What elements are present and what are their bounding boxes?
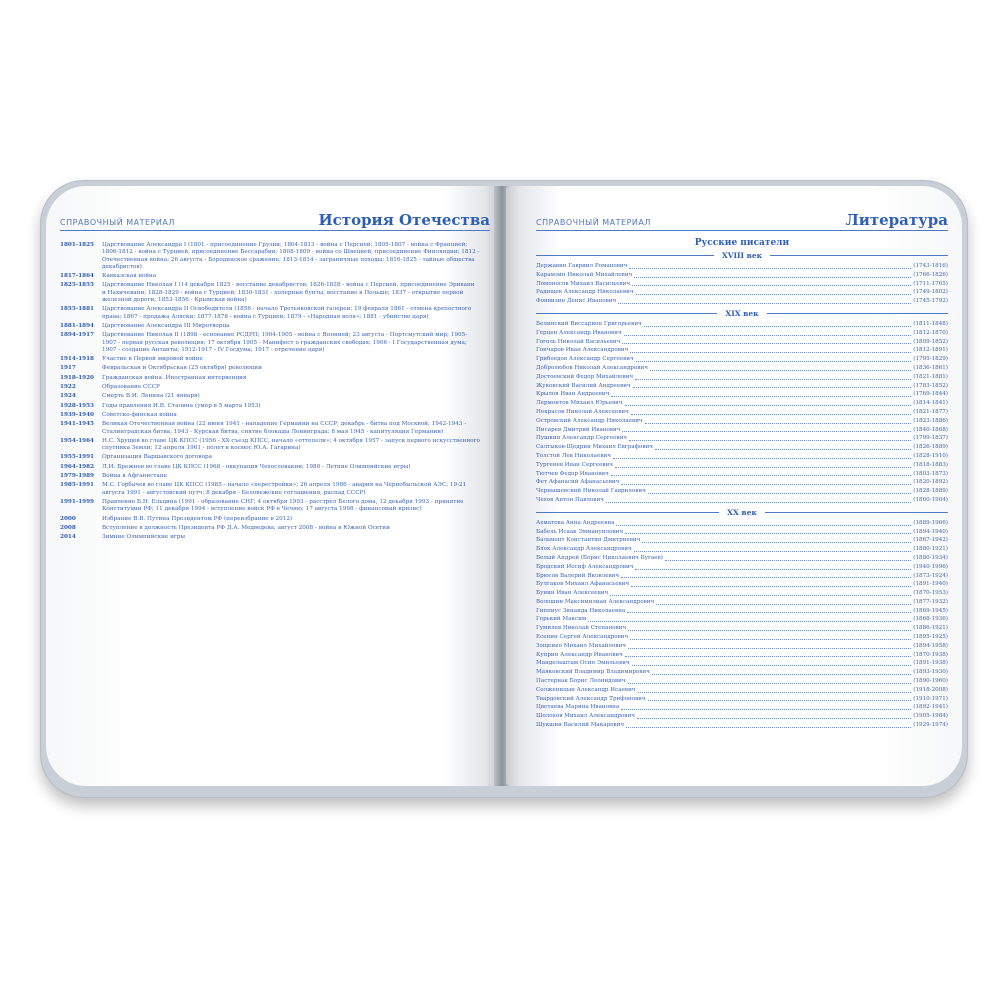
history-timeline xyxy=(60,242,480,543)
leader-dots xyxy=(635,569,911,570)
leader-dots xyxy=(626,727,911,728)
timeline-text: Избрание В.В. Путина Президентом РФ (переизбрание в 2012) xyxy=(102,515,293,522)
writer-name: Лермонтов Михаил Юрьевич xyxy=(536,400,623,407)
writer-years: (1769-1844) xyxy=(913,391,948,398)
writer-years: (1860-1904) xyxy=(913,496,948,503)
writer-years: (1877-1932) xyxy=(913,598,948,605)
writer-years: (1743-1816) xyxy=(913,263,948,269)
timeline-row xyxy=(60,375,480,382)
writer-name: Чернышевский Николай Гаврилович xyxy=(536,488,646,495)
leader-dots xyxy=(633,387,912,388)
timeline-text: Участие в Первой мировой войне xyxy=(102,356,203,363)
timeline-row xyxy=(60,464,480,471)
timeline-text: Вступление в должность Президента РФ Д.А. Медведева; август 2008 - война в Южной Осетии xyxy=(102,524,390,531)
timeline-row xyxy=(60,421,480,436)
timeline-year: 2008 xyxy=(60,524,76,531)
writer-row xyxy=(536,563,948,572)
leader-dots xyxy=(632,665,912,666)
writer-row xyxy=(536,320,948,329)
timeline-year: 1979-1989 xyxy=(60,473,95,480)
leader-dots xyxy=(652,674,911,675)
divider xyxy=(770,255,948,256)
writer-name: Мандельштам Осип Эмильевич xyxy=(536,660,630,667)
writer-name: Фонвизин Денис Иванович xyxy=(536,298,617,305)
writer-row xyxy=(536,346,948,355)
writer-years: (1809-1852) xyxy=(913,338,948,345)
writer-name: Маяковский Владимир Владимирович xyxy=(536,669,650,676)
timeline-year: 1914-1918 xyxy=(60,356,95,363)
timeline-year: 1941-1945 xyxy=(60,421,95,428)
timeline-year: 1928-1953 xyxy=(60,402,95,409)
timeline-text: Кавказская война xyxy=(102,273,157,280)
writer-years: (1823-1886) xyxy=(913,417,948,424)
writer-row xyxy=(536,659,948,668)
leader-dots xyxy=(638,692,912,693)
leader-dots xyxy=(625,656,911,657)
century-label: XIX век xyxy=(725,308,759,318)
timeline-text: Царствование Николая II (1898 - основание РСДРП; 1904-1905 - война с Японией; 23 августа - Портсмутский мир; 1905-1907 - первая русская революция; 17 октября 1905 - Манифест о гражданских свободах; 1906 - I Государственная дума; 1907 - создание Антанты; 1912-1917 - IV Госдума; 1917 - отречение царя) xyxy=(102,332,468,353)
writer-row xyxy=(536,426,948,435)
writer-years: (1880-1921) xyxy=(913,546,948,553)
writer-years: (1890-1960) xyxy=(913,678,948,685)
writer-row xyxy=(536,417,948,426)
leader-dots xyxy=(632,285,911,286)
writer-years: (1766-1826) xyxy=(913,271,948,278)
leader-dots xyxy=(628,648,911,649)
left-page-header xyxy=(60,208,490,231)
leader-dots xyxy=(611,396,911,397)
leader-dots xyxy=(636,294,912,295)
writer-row xyxy=(536,572,948,581)
timeline-row xyxy=(60,525,480,532)
writer-years: (1828-1889) xyxy=(913,488,948,495)
divider xyxy=(536,255,714,256)
leader-dots xyxy=(645,423,912,424)
divider xyxy=(767,313,948,314)
writer-name: Бабель Исаак Эммануилович xyxy=(536,528,624,535)
writer-name: Белинский Виссарион Григорьевич xyxy=(536,320,642,327)
writer-years: (1812-1891) xyxy=(913,347,948,354)
writer-years: (1893-1930) xyxy=(913,669,948,676)
timeline-year: 1855-1881 xyxy=(60,306,95,313)
writer-row xyxy=(536,721,948,730)
leader-dots xyxy=(637,718,911,719)
writer-years: (1894-1940) xyxy=(913,528,948,535)
writer-name: Чехов Антон Павлович xyxy=(536,496,604,503)
writer-row xyxy=(536,624,948,633)
writer-name: Фет Афанасий Афанасьевич xyxy=(536,479,620,486)
writer-row xyxy=(536,695,948,704)
timeline-row xyxy=(60,242,480,271)
timeline-text: Зимние Олимпийские игры xyxy=(102,534,186,541)
leader-dots xyxy=(627,612,911,613)
writer-years: (1749-1802) xyxy=(913,289,948,296)
page-title: Литература xyxy=(845,211,948,229)
writer-row xyxy=(536,364,948,373)
writers-list xyxy=(536,236,948,730)
century-sections xyxy=(536,251,948,730)
writer-row xyxy=(536,536,948,545)
timeline-year: 1939-1940 xyxy=(60,411,95,418)
timeline-row xyxy=(60,482,480,497)
leader-dots xyxy=(606,502,911,503)
writer-years: (1894-1958) xyxy=(913,642,948,649)
century-heading xyxy=(536,251,948,260)
writer-years: (1918-2008) xyxy=(913,686,948,693)
leader-dots xyxy=(625,533,911,534)
leader-dots xyxy=(656,604,911,605)
writer-row xyxy=(536,443,948,452)
writer-row xyxy=(536,528,948,537)
writer-row xyxy=(536,589,948,598)
writer-row xyxy=(536,615,948,624)
writer-name: Блок Александр Александрович xyxy=(536,546,632,553)
writer-row xyxy=(536,545,948,554)
writer-name: Гумилев Николай Степанович xyxy=(536,625,627,632)
writer-years: (1891-1940) xyxy=(913,581,948,588)
writer-name: Куприн Александр Иванович xyxy=(536,651,623,658)
writer-name: Радищев Александр Николаевич xyxy=(536,289,634,296)
writer-name: Гончаров Иван Александрович xyxy=(536,347,629,354)
writer-years: (1870-1938) xyxy=(913,651,948,658)
writer-years: (1905-1984) xyxy=(913,713,948,720)
timeline-year: 1917 xyxy=(60,365,76,372)
writer-row xyxy=(536,329,948,338)
leader-dots xyxy=(616,525,911,526)
writer-row xyxy=(536,651,948,660)
leader-dots xyxy=(624,335,912,336)
writer-name: Бальмонт Константин Дмитриевич xyxy=(536,537,641,544)
writer-name: Достоевский Федор Михайлович xyxy=(536,373,634,380)
timeline-row xyxy=(60,438,480,453)
leader-dots xyxy=(665,560,911,561)
writer-name: Толстой Лев Николаевич xyxy=(536,452,611,459)
timeline-text: Царствование Александра I (1801 - присоединение Грузии; 1804-1813 - война с Персией; 1805-1807 - война с Францией; 1806-1812 - война с Турцией, присоединение Бессарабии; 1808-1809 - война со Швецией, присоединение Финляндии; 1812 - Отечественная война; 26 августа - Бородинское сражение; 1813-1814 - заграничные походы; 1816-1825 - тайные общества декабристов) xyxy=(102,242,480,270)
writer-name: Есенин Сергей Александрович xyxy=(536,634,629,641)
writer-years: (1867-1942) xyxy=(913,537,948,544)
writer-years: (1869-1945) xyxy=(913,607,948,614)
right-page-header xyxy=(536,208,948,231)
timeline-text: Л.И. Брежнев во главе ЦК КПСС (1968 - оккупация Чехословакии; 1980 - Летние Олимпийские игры) xyxy=(102,463,411,470)
writer-name: Брюсов Валерий Яковлевич xyxy=(536,572,620,579)
divider xyxy=(536,313,717,314)
timeline-year: 2000 xyxy=(60,515,76,522)
century-label: XVIII век xyxy=(721,251,763,260)
leader-dots xyxy=(628,630,911,631)
writer-years: (1891-1938) xyxy=(913,660,948,667)
leader-dots xyxy=(621,709,911,710)
writer-row xyxy=(536,262,948,271)
writer-row xyxy=(536,554,948,563)
writer-row xyxy=(536,434,948,443)
writer-name: Белый Андрей (Борис Николаевич Бугаев) xyxy=(536,554,663,561)
writer-years: (1745-1792) xyxy=(913,298,948,305)
writer-name: Солженицын Александр Исаевич xyxy=(536,686,636,693)
timeline-text: Н.С. Хрущев во главе ЦК КПСС (1956 - XX съезд КПСС, начало «оттепели»; 4 октября 1957 - запуск первого искусственного спутника Земли; 12 апреля 1961 - полет в космос Ю.А. Гагарина) xyxy=(102,437,480,452)
timeline-row xyxy=(60,454,480,461)
writer-row xyxy=(536,598,948,607)
timeline-text: Годы правления И.В. Сталина (умер в 5 марта 1953) xyxy=(102,402,261,409)
writer-years: (1711-1765) xyxy=(913,280,948,287)
century-heading xyxy=(536,309,948,318)
timeline-text: Февральская и Октябрьская (25 октября) революции xyxy=(102,365,262,372)
leader-dots xyxy=(622,431,911,432)
leader-dots xyxy=(631,414,911,415)
writer-name: Цветаева Марина Ивановна xyxy=(536,704,620,711)
timeline-text: Царствование Александра III Миротворца xyxy=(102,322,230,329)
leader-dots xyxy=(613,458,911,459)
timeline-row xyxy=(60,356,480,363)
writer-years: (1910-1971) xyxy=(913,695,948,702)
writer-row xyxy=(536,677,948,686)
writer-row xyxy=(536,373,948,382)
timeline-row xyxy=(60,412,480,419)
writer-years: (1836-1861) xyxy=(913,364,948,371)
writer-name: Ахматова Анна Андреевна xyxy=(536,519,615,526)
writer-row xyxy=(536,382,948,391)
leader-dots xyxy=(631,586,911,587)
writer-row xyxy=(536,633,948,642)
timeline-text: Правление Б.Н. Ельцина (1991 - образование СНГ; 4 октября 1993 - расстрел Белого дома, 12 декабря 1993 - принятие Конституции РФ; 11 декабря 1994 - вступление войск РФ в Чечню; 17 августа 1998 - финансовый кризис) xyxy=(102,498,464,513)
leader-dots xyxy=(642,542,911,543)
writer-name: Некрасов Николай Алексеевич xyxy=(536,408,629,415)
writer-years: (1895-1925) xyxy=(913,634,948,641)
writer-years: (1795-1829) xyxy=(913,356,948,363)
century-label: XX век xyxy=(727,507,757,517)
writer-name: Герцен Александр Иванович xyxy=(536,329,622,336)
leader-dots xyxy=(630,352,911,353)
timeline-text: Война в Афганистане xyxy=(102,473,167,480)
leader-dots xyxy=(655,449,911,450)
leader-dots xyxy=(634,277,911,278)
writer-name: Твардовский Александр Трифонович xyxy=(536,695,646,702)
writer-row xyxy=(536,642,948,651)
writer-row xyxy=(536,487,948,496)
timeline-row xyxy=(60,306,480,321)
leader-dots xyxy=(621,484,911,485)
writer-name: Карамзин Николай Михайлович xyxy=(536,271,633,278)
writer-years: (1873-1924) xyxy=(913,572,948,579)
writer-name: Пушкин Александр Сергеевич xyxy=(536,435,627,442)
leader-dots xyxy=(644,326,912,327)
writer-name: Горький Максим xyxy=(536,616,587,623)
writer-row xyxy=(536,712,948,721)
timeline-row xyxy=(60,393,480,400)
section-label: СПРАВОЧНЫЙ МАТЕРИАЛ xyxy=(536,218,651,227)
timeline-year: 1825-1855 xyxy=(60,282,95,289)
timeline-row xyxy=(60,323,480,330)
writer-name: Булгаков Михаил Афанасьевич xyxy=(536,581,630,588)
right-page xyxy=(506,186,962,786)
leader-dots xyxy=(635,379,911,380)
leader-dots xyxy=(650,370,911,371)
writer-row xyxy=(536,478,948,487)
writer-row xyxy=(536,668,948,677)
leader-dots xyxy=(634,551,912,552)
timeline-year: 1881-1894 xyxy=(60,322,95,329)
timeline-text: Советско-финская война xyxy=(102,411,177,418)
leader-dots xyxy=(636,361,912,362)
writer-row xyxy=(536,288,948,297)
writer-name: Волошин Максимилиан Александрович xyxy=(536,598,655,605)
writer-years: (1783-1852) xyxy=(913,382,948,389)
writer-row xyxy=(536,297,948,306)
writer-row xyxy=(536,399,948,408)
writer-years: (1803-1873) xyxy=(913,470,948,477)
writer-name: Салтыков-Щедрин Михаил Евграфович xyxy=(536,444,653,451)
writer-years: (1811-1848) xyxy=(913,320,948,327)
open-notebook xyxy=(40,180,968,798)
writer-years: (1828-1910) xyxy=(913,452,948,459)
writer-row xyxy=(536,519,948,528)
writer-name: Бродский Иосиф Александрович xyxy=(536,563,634,570)
timeline-year: 1964-1982 xyxy=(60,463,95,470)
timeline-year: 1817-1864 xyxy=(60,273,95,280)
writer-name: Тургенев Иван Сергеевич xyxy=(536,461,613,468)
writer-row xyxy=(536,496,948,505)
leader-dots xyxy=(625,405,912,406)
leader-dots xyxy=(630,639,911,640)
list-subtitle: Русские писатели xyxy=(694,238,790,248)
writer-years: (1814-1841) xyxy=(913,400,948,407)
timeline-text: М.С. Горбачев во главе ЦК КПСС (1985 - начало «перестройки»; 26 апреля 1986 - авария на Чернобыльской АЭС; 19-21 августа 1991 - августовский путч; 8 декабря - Беловежские соглашения, распад СССР) xyxy=(102,482,467,496)
writer-name: Крылов Иван Андреевич xyxy=(536,391,610,398)
section-label: СПРАВОЧНЫЙ МАТЕРИАЛ xyxy=(60,218,175,227)
writer-name: Писарев Дмитрий Иванович xyxy=(536,426,621,433)
writer-name: Островский Александр Николаевич xyxy=(536,417,643,424)
writer-years: (1940-1996) xyxy=(913,563,948,570)
writer-row xyxy=(536,452,948,461)
writer-years: (1812-1870) xyxy=(913,329,948,336)
writer-row xyxy=(536,461,948,470)
timeline-row xyxy=(60,282,480,304)
timeline-year: 1801-1825 xyxy=(60,242,95,248)
writer-years: (1826-1889) xyxy=(913,444,948,451)
timeline-year: 1922 xyxy=(60,384,76,391)
writer-name: Бунин Иван Алексеевич xyxy=(536,590,609,597)
writer-name: Пастернак Борис Леонидович xyxy=(536,678,626,685)
leader-dots xyxy=(615,467,911,468)
timeline-row xyxy=(60,499,480,514)
writer-years: (1821-1877) xyxy=(913,408,948,415)
leader-dots xyxy=(648,700,912,701)
timeline-row xyxy=(60,365,480,372)
timeline-year: 2014 xyxy=(60,534,76,541)
divider xyxy=(765,512,948,513)
leader-dots xyxy=(629,268,911,269)
century-heading xyxy=(536,508,948,517)
writer-row xyxy=(536,390,948,399)
timeline-year: 1991-1999 xyxy=(60,498,95,505)
writer-name: Шолохов Михаил Александрович xyxy=(536,713,635,720)
writer-row xyxy=(536,280,948,289)
writer-name: Жуковский Василий Андреевич xyxy=(536,382,631,389)
writer-years: (1929-1974) xyxy=(913,722,948,729)
writer-row xyxy=(536,607,948,616)
timeline-year: 1918-1920 xyxy=(60,374,95,381)
timeline-text: Великая Отечественная война (22 июня 1941 - нападение Германии на СССР, декабрь - битва под Москвой; 1942-1943 - Сталинградская битва; 1943 - Курская битва, снятие блокады Ленинграда; 8 мая 1945 - капитуляция Германии) xyxy=(102,421,467,435)
timeline-year: 1955-1991 xyxy=(60,454,95,461)
timeline-text: Образование СССР xyxy=(102,384,160,391)
leader-dots xyxy=(628,683,912,684)
writer-row xyxy=(536,271,948,280)
timeline-year: 1924 xyxy=(60,393,76,400)
timeline-text: Царствование Александра II Освободителя (1856 - начало Третьяковской галереи; 19 февраля 1861 - отмена крепостного права; 1867 - продажа Аляски; 1877-1878 - война с Турцией; 1879 - «Народная воля»; 1881 - убийство царя) xyxy=(102,306,472,320)
leader-dots xyxy=(621,577,911,578)
writer-row xyxy=(536,355,948,364)
writer-row xyxy=(536,408,948,417)
writer-name: Гиппиус Зинаида Николаевна xyxy=(536,607,626,614)
writer-name: Зощенко Михаил Михайлович xyxy=(536,642,626,649)
leader-dots xyxy=(622,343,911,344)
writer-years: (1799-1837) xyxy=(913,435,948,442)
leader-dots xyxy=(611,475,911,476)
timeline-row xyxy=(60,403,480,410)
writer-name: Шукшин Василий Макарович xyxy=(536,722,625,729)
writer-name: Тютчев Федор Иванович xyxy=(536,470,609,477)
leader-dots xyxy=(610,595,911,596)
timeline-row xyxy=(60,516,480,523)
divider xyxy=(536,512,719,513)
writer-name: Грибоедов Александр Сергеевич xyxy=(536,356,634,363)
writer-row xyxy=(536,686,948,695)
timeline-row xyxy=(60,332,480,354)
timeline-year: 1954-1964 xyxy=(60,437,95,444)
writer-row xyxy=(536,580,948,589)
writer-name: Гоголь Николай Васильевич xyxy=(536,338,621,345)
writer-name: Державин Гавриил Романович xyxy=(536,263,628,269)
writer-years: (1886-1921) xyxy=(913,625,948,632)
timeline-text: Организация Варшавского договора xyxy=(102,454,213,461)
leader-dots xyxy=(618,303,911,304)
timeline-text: Смерть В.И. Ленина (21 января) xyxy=(102,393,200,400)
writer-name: Ломоносов Михаил Васильевич xyxy=(536,280,631,287)
leader-dots xyxy=(629,440,911,441)
writer-years: (1868-1936) xyxy=(913,616,948,623)
writer-row xyxy=(536,470,948,479)
writer-years: (1889-1966) xyxy=(913,519,948,526)
page-title: История Отечества xyxy=(318,211,490,229)
timeline-row xyxy=(60,473,480,480)
timeline-row xyxy=(60,384,480,391)
writer-row xyxy=(536,338,948,347)
timeline-text: Гражданская война. Иностранная интервенция xyxy=(102,374,247,381)
timeline-row xyxy=(60,534,480,541)
writer-name: Добролюбов Николай Александрович xyxy=(536,364,648,371)
timeline-year: 1894-1917 xyxy=(60,332,95,339)
leader-dots xyxy=(588,621,911,622)
timeline-row xyxy=(60,273,480,280)
timeline-text: Царствование Николая I (14 декабря 1825 - восстание декабристов; 1826-1828 - война с Персией, присоединение Эривани и Нахичевани; 1828-1829 - война с Турцией; 1830-1831 - холерные бунты, восстание в Польше; 1837 - открытие первой железной дороги; 1853-1856 - Крымская война) xyxy=(102,282,475,304)
leader-dots xyxy=(648,493,911,494)
left-page xyxy=(46,186,498,786)
writer-years: (1880-1934) xyxy=(913,554,948,561)
writer-years: (1870-1953) xyxy=(913,590,948,597)
writer-years: (1892-1941) xyxy=(913,704,948,711)
writer-years: (1818-1883) xyxy=(913,461,948,468)
timeline-year: 1985-1991 xyxy=(60,482,95,489)
writer-years: (1821-1881) xyxy=(913,373,948,380)
writer-row xyxy=(536,703,948,712)
writer-years: (1840-1868) xyxy=(913,426,948,433)
writer-years: (1820-1892) xyxy=(913,479,948,486)
